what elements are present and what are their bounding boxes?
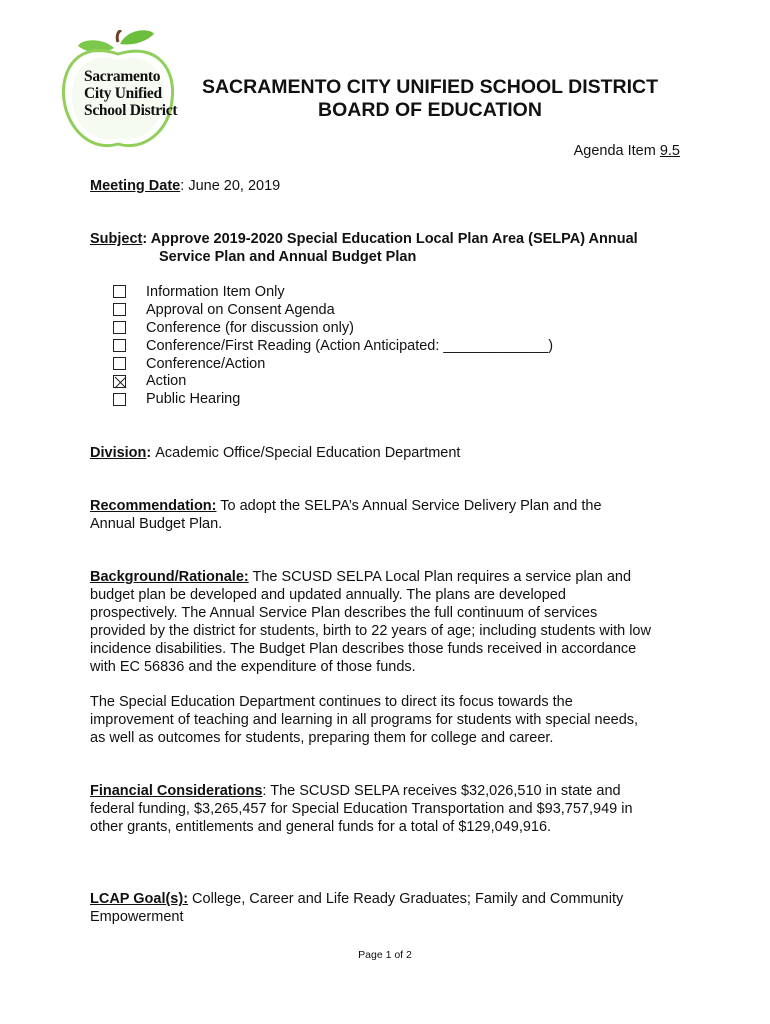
meeting-date-label: Meeting Date [90, 178, 181, 194]
background-para2-line: improvement of teaching and learning in all programs for students with special needs, [90, 712, 639, 728]
district-logo [58, 30, 178, 152]
title-line-1: SACRAMENTO CITY UNIFIED SCHOOL DISTRICT [201, 76, 659, 98]
agenda-item [574, 143, 680, 159]
agenda-type-checklist [113, 283, 553, 408]
meeting-date-value: June 20, 2019 [188, 178, 281, 194]
division-label: Division [90, 445, 147, 461]
financial-line-1: : The SCUSD SELPA receives $32,026,510 in state and [262, 783, 621, 799]
meeting-date-sep: : [180, 178, 189, 194]
option-row [113, 337, 553, 355]
background-line: prospectively. The Annual Service Plan describes the full continuum of services [90, 605, 598, 621]
division-value: Academic Office/Special Education Department [155, 445, 461, 461]
checkbox-checked[interactable] [113, 375, 126, 388]
background-line: budget plan be developed and updated annually. The plans are developed [90, 587, 566, 603]
option-row [113, 372, 553, 390]
agenda-label: Agenda Item [573, 143, 660, 159]
financial-line: federal funding, $3,265,457 for Special Education Transportation and $93,757,949 in [90, 801, 633, 817]
background-line: incidence disabilities. The Budget Plan describes those funds received in accordance [90, 641, 637, 657]
checkbox[interactable] [113, 357, 126, 370]
division-sep: : [146, 445, 156, 461]
lcap-line-2: Empowerment [90, 909, 184, 925]
title-line-2: BOARD OF EDUCATION [318, 99, 542, 121]
option-label: Action [146, 373, 187, 390]
financial-label: Financial Considerations [90, 783, 263, 799]
x-mark-icon [114, 376, 127, 389]
option-row [113, 319, 553, 337]
logo-text [84, 68, 177, 119]
division [90, 444, 460, 462]
background-para2-line: The Special Education Department continues to direct its focus towards the [90, 694, 573, 710]
option-row [113, 355, 553, 373]
background-line: provided by the district for students, birth to 22 years of age; including students with low [90, 623, 651, 639]
checkbox[interactable] [113, 321, 126, 334]
background-label: Background/Rationale: [90, 569, 249, 585]
financial-line: other grants, entitlements and general funds for a total of $129,049,916. [90, 819, 552, 835]
option-label: Information Item Only [146, 283, 285, 300]
checkbox[interactable] [113, 393, 126, 406]
background-line: with EC 56836 and the expenditure of those funds. [90, 659, 416, 675]
subject-sep: : [142, 231, 151, 247]
lcap-goals [90, 890, 690, 926]
background-line-1: The SCUSD SELPA Local Plan requires a service plan and [248, 569, 632, 585]
recommendation-line-2: Annual Budget Plan. [90, 516, 223, 532]
option-label: Conference/Action [146, 355, 266, 372]
option-label: Public Hearing [146, 391, 241, 408]
recommendation-label: Recommendation: [90, 498, 217, 514]
option-row [113, 301, 553, 319]
subject-label: Subject [90, 231, 143, 247]
lcap-line-1: College, Career and Life Ready Graduates; Family and Community [188, 891, 624, 907]
agenda-number: 9.5 [659, 143, 680, 159]
page-number: Page 1 of 2 [358, 949, 412, 961]
subject-line-2: Service Plan and Annual Budget Plan [159, 249, 417, 265]
checkbox[interactable] [113, 303, 126, 316]
financial-considerations [90, 782, 690, 836]
subject [90, 230, 710, 266]
option-row [113, 390, 553, 408]
logo-line: School District [84, 102, 178, 119]
option-row [113, 283, 553, 301]
document-title [180, 76, 680, 122]
recommendation-line-1: To adopt the SELPA’s Annual Service Delivery Plan and the [216, 498, 602, 514]
background-paragraph-2 [90, 693, 690, 747]
recommendation [90, 497, 690, 533]
subject-line-1: Approve 2019-2020 Special Education Local Plan Area (SELPA) Annual [150, 231, 638, 247]
lcap-label: LCAP Goal(s): [90, 891, 189, 907]
option-label: Approval on Consent Agenda [146, 301, 335, 318]
option-label: Conference (for discussion only) [146, 319, 354, 336]
logo-line: City Unified [84, 85, 162, 102]
checkbox[interactable] [113, 285, 126, 298]
background-para2-line: as well as outcomes for students, preparing them for college and career. [90, 730, 554, 746]
meeting-date [90, 177, 280, 195]
logo-line: Sacramento [84, 68, 161, 85]
background-rationale [90, 568, 690, 676]
option-label: Conference/First Reading (Action Anticipated: _____________) [146, 337, 554, 354]
checkbox[interactable] [113, 339, 126, 352]
